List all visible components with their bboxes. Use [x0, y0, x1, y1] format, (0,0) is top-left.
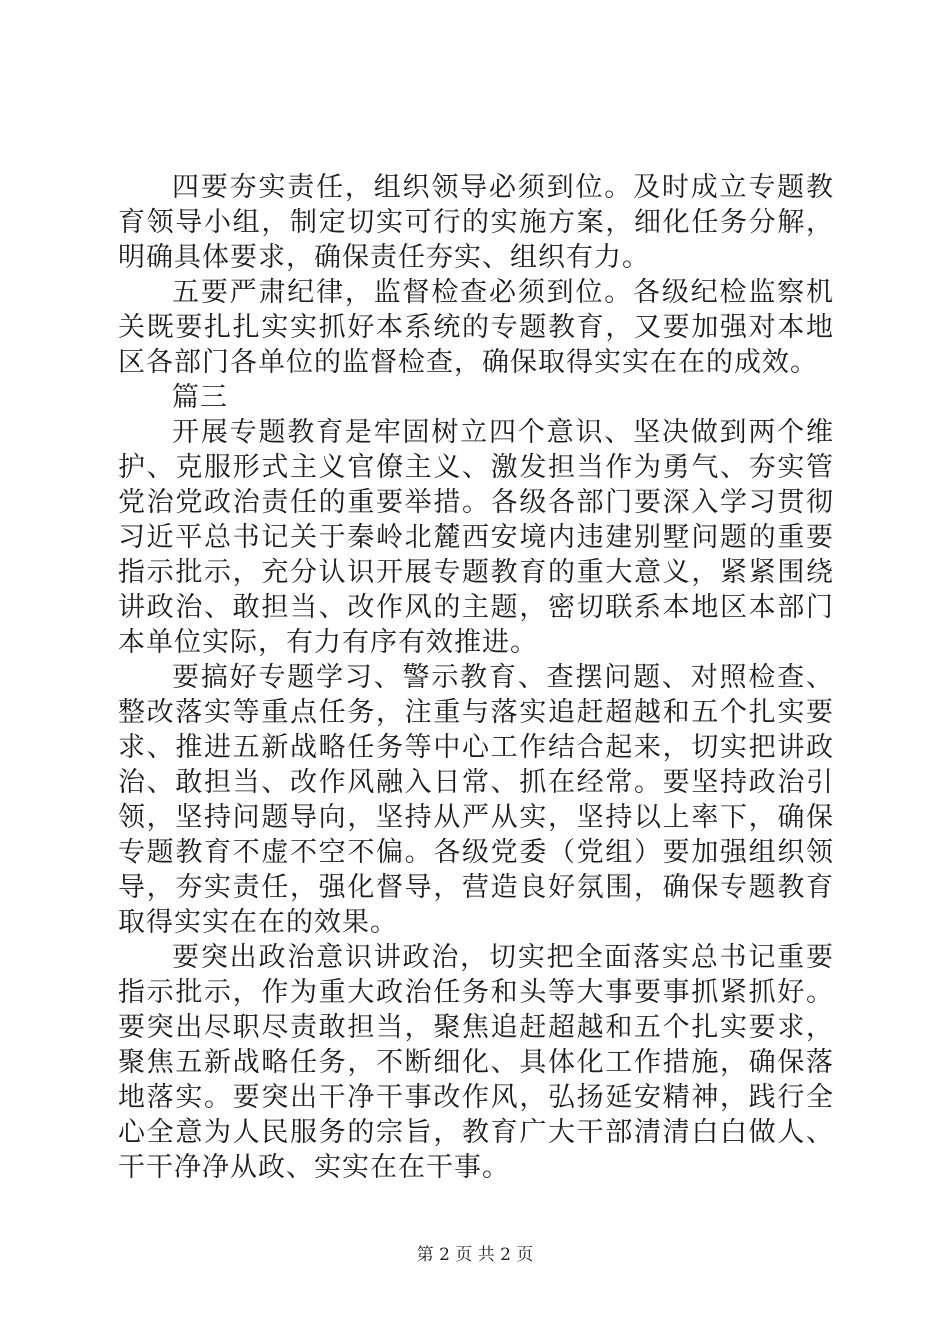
document-body	[118, 170, 834, 1185]
paragraph: 开展专题教育是牢固树立四个意识、坚决做到两个维护、克服形式主义官僚主义、激发担当作为勇气、夯实管党治党政治责任的重要举措。各级各部门要深入学习贯彻习近平总书记关于秦岭北麓西安境内违建别墅问题的重要指示批示，充分认识开展专题教育的重大意义，紧紧围绕讲政治、敢担当、改作风的主题，密切联系本地区本部门本单位实际，有力有序有效推进。	[118, 417, 834, 658]
paragraph: 要突出政治意识讲政治，切实把全面落实总书记重要指示批示，作为重大政治任务和头等大事要事抓紧抓好。要突出尽职尽责敢担当，聚焦追赶超越和五个扎实要求，聚焦五新战略任务，不断细化、具体化工作措施，确保落地落实。要突出干净干事改作风，弘扬延安精神，践行全心全意为人民服务的宗旨，教育广大干部清清白白做人、干干净净从政、实实在在干事。	[118, 942, 834, 1183]
paragraph: 要搞好专题学习、警示教育、查摆问题、对照检查、整改落实等重点任务，注重与落实追赶超越和五个扎实要求、推进五新战略任务等中心工作结合起来，切实把讲政治、敢担当、改作风融入日常、抓在经常。要坚持政治引领，坚持问题导向，坚持从严从实，坚持以上率下，确保专题教育不虚不空不偏。各级党委（党组）要加强组织领导，夯实责任，强化督导，营造良好氛围，确保专题教育取得实实在在的效果。	[118, 662, 834, 938]
section-heading: 篇三	[172, 382, 228, 413]
paragraph: 四要夯实责任，组织领导必须到位。及时成立专题教育领导小组，制定切实可行的实施方案，细化任务分解，明确具体要求，确保责任夯实、组织有力。	[118, 172, 834, 273]
page-footer	[0, 1244, 950, 1266]
paragraph: 五要严肃纪律，监督检查必须到位。各级纪检监察机关既要扎扎实实抓好本系统的专题教育，又要加强对本地区各部门各单位的监督检查，确保取得实实在在的成效。	[118, 277, 834, 378]
page-number: 第 2 页 共 2 页	[416, 1245, 534, 1265]
